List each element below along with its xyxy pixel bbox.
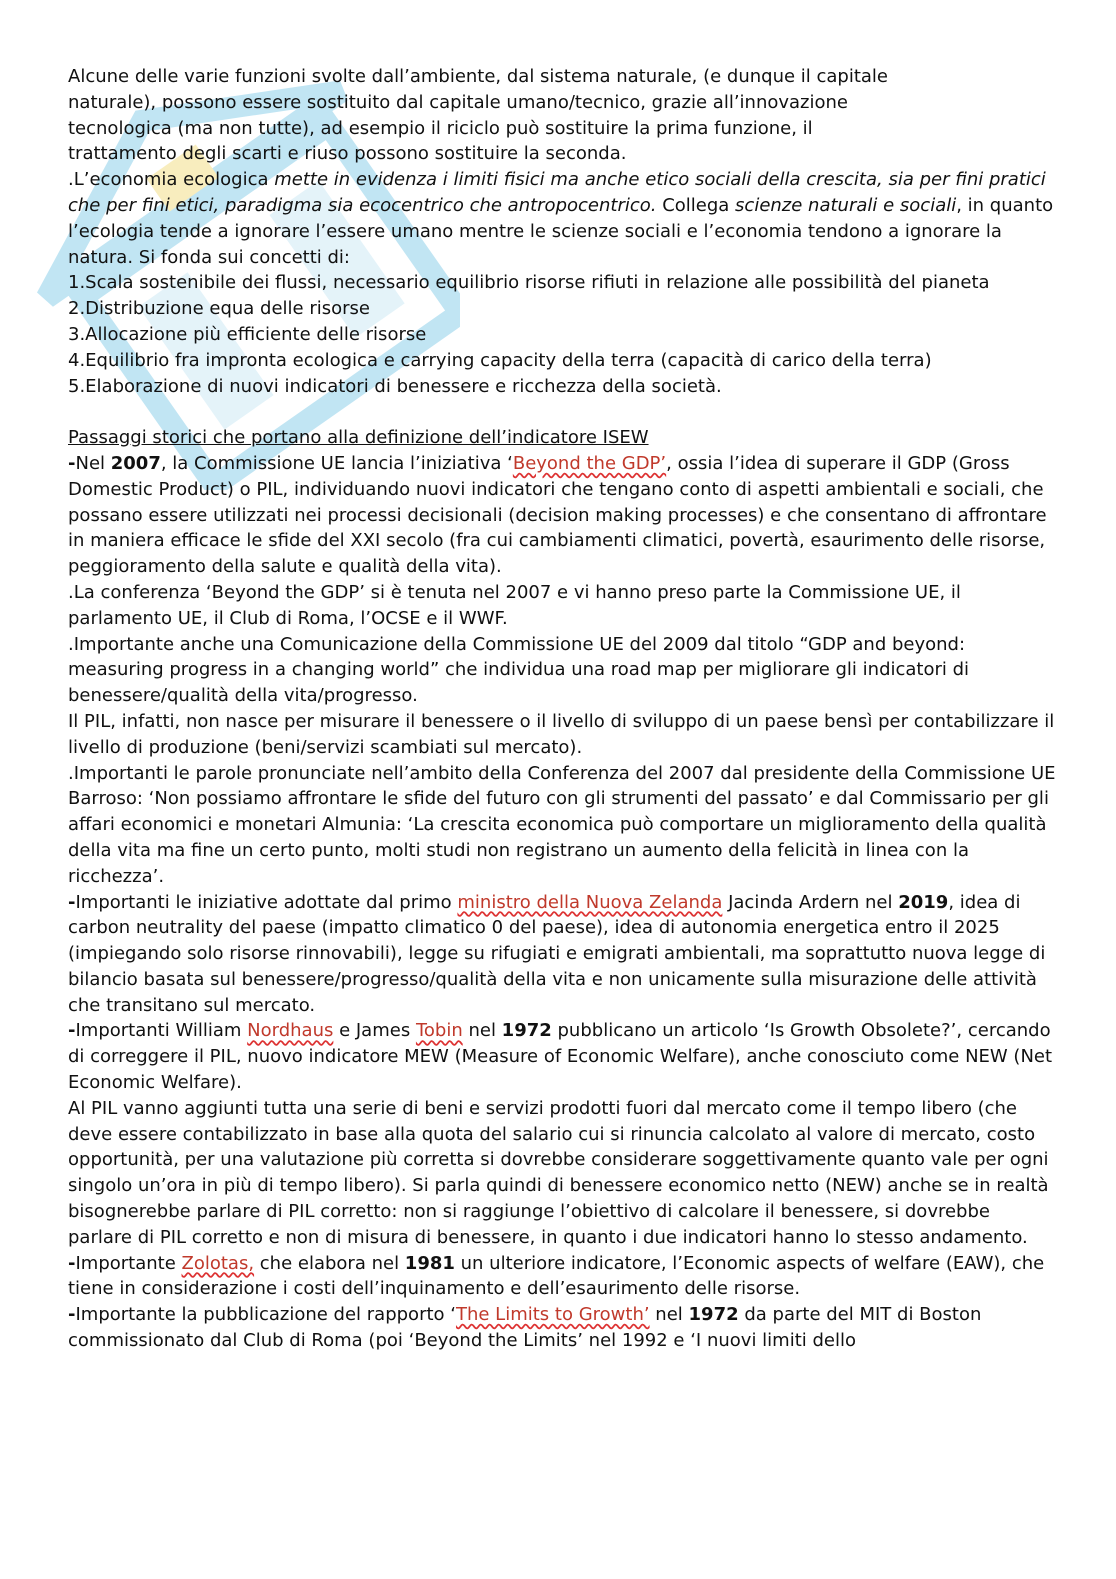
- text-span: un ulteriore indicatore, l’Economic aspects of welfare (EAW), che tiene in considerazione i costi dell’inquinamento e dell’esaurimento delle risorse.: [68, 1252, 1045, 1300]
- limits-paragraph: [68, 1302, 1058, 1354]
- text-span: nel: [649, 1304, 689, 1326]
- text-span: e James: [333, 1020, 416, 1042]
- text-span: , la Commissione UE lancia l’iniziativa ‘: [160, 452, 513, 474]
- pil-paragraph: Il PIL, infatti, non nasce per misurare il benessere o il livello di sviluppo di un paese bensì per contabilizzare il livello di produzione (beni/servizi scambiati sul mercato).: [68, 710, 1055, 758]
- text-span: pubblicano un articolo ‘Is Growth Obsolete?’, cercando di correggere il PIL, nuovo indicatore MEW (Measure of Economic Welfare), anche conosciuto come NEW (Net Economic Welfare).: [68, 1020, 1053, 1094]
- marked-term: Beyond the GDP’: [512, 452, 667, 474]
- text-span: Nel: [75, 452, 111, 474]
- nordhaus-paragraph: [68, 1018, 1058, 1095]
- ecological-economics-paragraph: [68, 167, 1058, 270]
- bullet-dash: -: [68, 1252, 76, 1274]
- list-item: 2.Distribuzione equa delle risorse: [68, 298, 370, 320]
- marked-term: Zolotas,: [181, 1252, 255, 1274]
- section-heading: Passaggi storici che portano alla definizione dell’indicatore ISEW: [68, 427, 649, 449]
- zolotas-paragraph: [68, 1251, 1058, 1303]
- conference-paragraph: .La conferenza ‘Beyond the GDP’ si è tenuta nel 2007 e vi hanno preso parte la Commissione UE, il parlamento UE, il Club di Roma, l’OCSE e il WWF.: [68, 581, 961, 629]
- bullet-dash: -: [68, 1304, 76, 1326]
- year-bold: 1981: [404, 1252, 455, 1274]
- marked-term: Tobin: [415, 1020, 463, 1042]
- text-line: naturale), possono essere sostituito dal capitale umano/tecnico, grazie all’innovazione: [68, 91, 848, 113]
- new-zealand-paragraph: [68, 890, 1058, 1019]
- text-line: Alcune delle varie funzioni svolte dall’ambiente, dal sistema naturale, (e dunque il capitale: [68, 66, 889, 87]
- emphasis-text: mette in evidenza i limiti fisici ma anche etico sociali della crescita, sia per fini pratici che per fini etici, paradigma sia ecocentrico che antropocentrico.: [68, 169, 1046, 216]
- list-item: 1.Scala sostenibile dei flussi, necessario equilibrio risorse rifiuti in relazione alle possibilità del pianeta: [68, 272, 990, 294]
- text-line: tecnologica (ma non tutte), ad esempio il riciclo può sostituire la prima funzione, il: [68, 117, 813, 139]
- text-span: , idea di carbon neutrality del paese (impatto climatico 0 del paese), idea di autonomia energetica entro il 2025 (impiegando solo risorse rinnovabili), legge su rifugiati e emigrati ambientali, ma soprattutto nuova legge di bilancio basata sul benessere/progresso/qualità della vita e non unicamente sulla misurazione delle attività che transitano sul mercato.: [68, 891, 1046, 1016]
- text-line: trattamento degli scarti e riuso possono sostituire la seconda.: [68, 143, 627, 165]
- barroso-paragraph: .Importanti le parole pronunciate nell’ambito della Conferenza del 2007 dal presidente della Commissione UE Barroso: ‘Non possiamo affrontare le sfide del futuro con gli strumenti del passato’ e dal Commissario per gli affari economici e monetari Almunia: ‘La crescita economica può comportare un miglioramento della qualità della vita ma fine un certo punto, molti studi non registrano un aumento della felicità in linea con la ricchezza’.: [68, 762, 1056, 887]
- list-item: 4.Equilibrio fra impronta ecologica e carrying capacity della terra (capacità di carico della terra): [68, 349, 932, 371]
- list-item: 5.Elaborazione di nuovi indicatori di benessere e ricchezza della società.: [68, 375, 722, 397]
- communication-paragraph: .Importante anche una Comunicazione della Commissione UE del 2009 dal titolo “GDP and beyond: measuring progress in a changing world” che individua una road map per migliorare gli indicatori di benessere/qualità della vita/progresso.: [68, 633, 970, 707]
- text-span: Importante la pubblicazione del rapporto ‘: [75, 1304, 456, 1326]
- text-span: Collega: [656, 194, 736, 216]
- year-bold: 1972: [688, 1304, 739, 1326]
- intro-paragraph: [68, 64, 1058, 167]
- text-span: nel: [462, 1020, 502, 1042]
- marked-term: ministro della Nuova Zelanda: [457, 891, 723, 913]
- year-bold: 2019: [898, 891, 949, 913]
- year-bold: 1972: [501, 1020, 552, 1042]
- bullet-dash: -: [68, 891, 76, 913]
- text-span: , in quanto l’ecologia tende a ignorare l’essere umano mentre le scienze sociali e l’economia tendono a ignorare la natura. Si fonda sui concetti di:: [68, 194, 1054, 268]
- text-span: che elabora nel: [254, 1252, 405, 1274]
- emphasis-text: scienze naturali e sociali: [735, 194, 957, 216]
- blank-line: [68, 399, 1058, 425]
- bullet-dash: -: [68, 452, 76, 474]
- text-span: , ossia l’idea di superare il GDP (Gross Domestic Product) o PIL, individuando nuovi indicatori che tengano conto di aspetti ambientali e sociali, che possano essere utilizzati nei processi decisionali (decision making processes) e che consentano di affrontare in maniera efficace le sfide del XXI secolo (fra cui cambiamenti climatici, povertà, esaurimento delle risorse, peggioramento della salute e qualità della vita).: [68, 452, 1047, 578]
- list-item: 3.Allocazione più efficiente delle risorse: [68, 323, 427, 345]
- adjusted-gdp-paragraph: Al PIL vanno aggiunti tutta una serie di beni e servizi prodotti fuori dal mercato come il tempo libero (che deve essere contabilizzato in base alla quota del salario cui si rinuncia calcolato al valore di mercato, costo opportunità, per una valutazione più corretta si dovrebbe considerare soggettivamente quanto vale per ogni singolo un’ora in più di tempo libero). Si parla quindi di benessere economico netto (NEW) anche se in realtà bisognerebbe parlare di PIL corretto: non si raggiunge l’obiettivo di calcolare il benessere, si dovrebbe parlare di PIL corretto e non di misura di benessere, in quanto i due indicatori hanno lo stesso andamento.: [68, 1097, 1049, 1248]
- marked-term: Nordhaus: [247, 1020, 334, 1042]
- text-span: da parte del MIT di Boston commissionato dal Club di Roma (poi ‘Beyond the Limits’ nel 1992 e ‘I nuovi limiti dello: [68, 1304, 982, 1352]
- text-span: Importanti le iniziative adottate dal primo: [75, 891, 458, 913]
- bullet-dash: -: [68, 1020, 76, 1042]
- text-span: Importante: [75, 1252, 182, 1274]
- text-span: Jacinda Ardern nel: [722, 891, 899, 913]
- document-page: [68, 64, 1058, 1354]
- paragraph-2007: [68, 451, 1058, 580]
- text-span: .L’economia ecologica: [68, 169, 275, 191]
- marked-term: The Limits to Growth’: [455, 1304, 650, 1326]
- year-bold: 2007: [110, 452, 161, 474]
- text-span: Importanti William: [75, 1020, 248, 1042]
